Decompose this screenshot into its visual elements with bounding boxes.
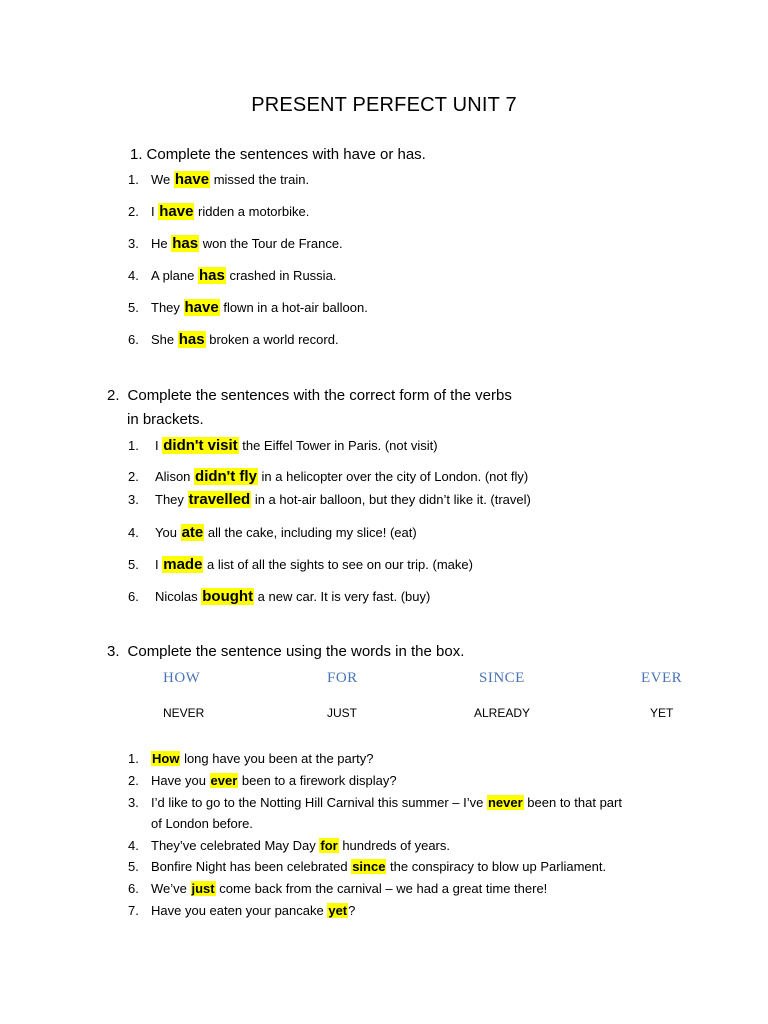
section-2-heading-line1: Complete the sentences with the correct form of the verbs xyxy=(127,387,512,404)
highlighted-answer: have xyxy=(159,203,194,220)
item-text xyxy=(151,772,397,790)
section-2-heading xyxy=(107,387,512,404)
item-text-after: hundreds of years. xyxy=(338,838,450,853)
highlighted-answer: didn't fly xyxy=(195,468,257,485)
item-text xyxy=(151,902,355,920)
highlighted-answer: ate xyxy=(181,524,204,541)
section-1-heading-text: Complete the sentences with have or has. xyxy=(146,146,426,163)
item-number: 3. xyxy=(128,795,139,810)
item-text-after: been to that part xyxy=(523,795,622,810)
item-text-after: won the Tour de France. xyxy=(199,236,343,251)
item-number: 3. xyxy=(128,492,139,507)
item-text xyxy=(151,331,339,349)
box-word-just: JUST xyxy=(327,706,357,720)
highlighted-answer: has xyxy=(178,331,205,348)
item-text xyxy=(151,837,450,855)
item-text-before: They xyxy=(151,300,184,315)
item-text-after: long have you been at the party? xyxy=(180,751,374,766)
item-number: 5. xyxy=(128,859,139,874)
item-number: 7. xyxy=(128,903,139,918)
item-text-before: I xyxy=(155,438,163,453)
item-text-before: They’ve celebrated May Day xyxy=(151,838,320,853)
item-number: 1. xyxy=(128,172,139,187)
highlighted-answer: never xyxy=(487,795,523,810)
item-text-before: I’d like to go to the Notting Hill Carnival this summer – I’ve xyxy=(151,795,487,810)
section-2-number: 2. xyxy=(107,387,120,404)
item-text xyxy=(151,299,368,317)
item-text-before: We xyxy=(151,172,174,187)
highlighted-answer: yet xyxy=(328,903,348,918)
item-number: 5. xyxy=(128,300,139,315)
item-text xyxy=(155,491,531,509)
highlighted-answer: have xyxy=(174,171,210,188)
section-3-number: 3. xyxy=(107,643,120,660)
item-number: 3. xyxy=(128,236,139,251)
item-text-after: the Eiffel Tower in Paris. (not visit) xyxy=(238,438,438,453)
item-number: 5. xyxy=(128,557,139,572)
item-text-before: Have you xyxy=(151,773,210,788)
item-text-after: come back from the carnival – we had a great time there! xyxy=(215,881,548,896)
item-text-after: ridden a motorbike. xyxy=(194,204,310,219)
box-word-never: NEVER xyxy=(163,706,205,720)
item-text-before: They xyxy=(155,492,188,507)
box-word-how: HOW xyxy=(163,670,201,686)
section-3-heading xyxy=(107,643,464,660)
item-text-after: crashed in Russia. xyxy=(225,268,337,283)
item-number: 2. xyxy=(128,773,139,788)
item-text xyxy=(155,556,473,574)
item-number: 1. xyxy=(128,751,139,766)
item-number: 4. xyxy=(128,838,139,853)
item-number: 2. xyxy=(128,204,139,219)
box-word-ever: EVER xyxy=(641,670,683,686)
box-word-since: SINCE xyxy=(479,670,525,686)
item-text-before: He xyxy=(151,236,172,251)
box-word-for: FOR xyxy=(327,670,358,686)
section-1-number: 1. xyxy=(130,146,143,163)
item-number: 6. xyxy=(128,589,139,604)
highlighted-answer: made xyxy=(163,556,203,573)
item-text-before: I xyxy=(155,557,163,572)
box-word-already: ALREADY xyxy=(474,706,531,720)
page-title: PRESENT PERFECT UNIT 7 xyxy=(251,94,517,116)
item-number: 4. xyxy=(128,525,139,540)
item-text xyxy=(155,588,430,606)
item-text-before: Nicolas xyxy=(155,589,202,604)
highlighted-answer: has xyxy=(199,267,225,284)
item-text-after: a new car. It is very fast. (buy) xyxy=(254,589,431,604)
highlighted-answer: has xyxy=(172,235,199,252)
highlighted-answer: travelled xyxy=(188,491,251,508)
item-text xyxy=(151,171,309,189)
item-text-after: all the cake, including my slice! (eat) xyxy=(204,525,417,540)
item-text-after: broken a world record. xyxy=(205,332,339,347)
box-word-yet: YET xyxy=(650,706,674,720)
section-3-heading-text: Complete the sentence using the words in the box. xyxy=(127,643,465,660)
item-text-after: in a hot-air balloon, but they didn’t like it. (travel) xyxy=(251,492,531,507)
item-text-after: a list of all the sights to see on our trip. (make) xyxy=(203,557,473,572)
item-number: 6. xyxy=(128,332,139,347)
item-text xyxy=(151,750,373,768)
item-text xyxy=(151,858,606,876)
item-text-after: flown in a hot-air balloon. xyxy=(219,300,368,315)
item-text-after: in a helicopter over the city of London. (not fly) xyxy=(257,469,529,484)
highlighted-answer: since xyxy=(352,859,386,874)
item-text-after: the conspiracy to blow up Parliament. xyxy=(386,859,607,874)
item-text xyxy=(155,437,438,455)
item-number: 4. xyxy=(128,268,139,283)
item-text-after: been to a firework display? xyxy=(238,773,397,788)
item-text-after: ? xyxy=(348,903,356,918)
highlighted-answer: didn't visit xyxy=(163,437,238,454)
section-2-heading-line2: in brackets. xyxy=(127,411,204,428)
item-text xyxy=(151,794,622,812)
highlighted-answer: for xyxy=(320,838,338,853)
item-text-before: She xyxy=(151,332,178,347)
item-text xyxy=(151,235,343,253)
item-text-before: Alison xyxy=(155,469,195,484)
highlighted-answer: have xyxy=(184,299,219,316)
item-number: 6. xyxy=(128,881,139,896)
item-text xyxy=(155,524,417,542)
item-text-before: You xyxy=(155,525,181,540)
highlighted-answer: just xyxy=(191,881,215,896)
item-text xyxy=(151,880,547,898)
item-text-before: A plane xyxy=(151,268,198,283)
item-text xyxy=(155,468,528,486)
item-text-before: I xyxy=(151,204,159,219)
item-text-before: Bonfire Night has been celebrated xyxy=(151,859,352,874)
item-text xyxy=(151,267,336,285)
highlighted-answer: ever xyxy=(210,773,238,788)
item-text-after: missed the train. xyxy=(210,172,310,187)
item-number: 2. xyxy=(128,469,139,484)
item-text xyxy=(151,815,253,833)
item-text-before: We’ve xyxy=(151,881,191,896)
item-text xyxy=(151,203,309,221)
highlighted-answer: bought xyxy=(202,588,254,605)
item-text-before: Have you eaten your pancake xyxy=(151,903,328,918)
item-text-before: of London before. xyxy=(151,816,253,831)
section-1-heading xyxy=(130,146,426,163)
item-number: 1. xyxy=(128,438,139,453)
highlighted-answer: How xyxy=(152,751,180,766)
